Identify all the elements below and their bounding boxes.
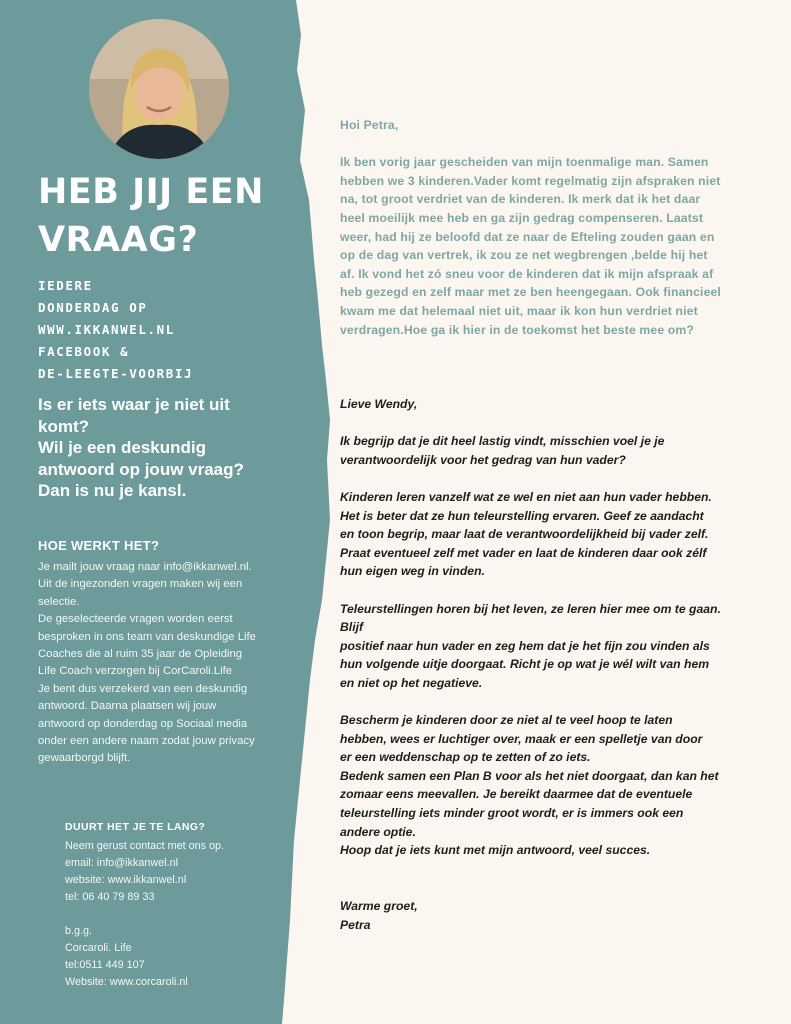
how-it-works-text [38,559,308,768]
contact-phone: tel:0511 449 107 [65,959,145,971]
question-line: op de dag van vertrek, ik zou ze net wegbrengen ,belde hij het [340,248,708,263]
answer-line [340,469,780,488]
contact-phone: tel: 06 40 79 89 33 [65,891,155,903]
answer-line: Het is beter dat ze hun teleurstelling ervaren. Geef ze aandacht [340,508,704,523]
reader-question [340,116,780,339]
avatar [89,19,229,159]
contact-text [65,838,295,991]
answer-line: Blijf [340,620,364,635]
headline-line: VRAAG? [38,220,199,260]
question-line: kwam me dat helemaal niet uit, maar ik kon hun verdriet niet [340,303,698,318]
headline [38,168,298,264]
contact-website[interactable]: website: www.ikkanwel.nl [65,874,187,886]
answer-line: zomaar eens meevallen. Je bereikt daarmee dat de eventuele [340,787,693,802]
question-line: heb gezegd en zelf maar met ze ben heengegaan. Ook financieel [340,285,721,300]
answer-line: en toon begrip, maar laat de verantwoordelijkheid bij vader zelf. [340,527,709,542]
answer-line: hun volgende uitje doorgaat. Richt je op wat je wél wilt van hem [340,657,710,672]
how-line: De geselecteerde vragen worden eerst [38,613,233,626]
how-line: Je mailt jouw vraag naar info@ikkanwel.nl. [38,561,252,573]
contact-email[interactable]: email: info@ikkanwel.nl [65,857,178,869]
question-line: Ik ben vorig jaar gescheiden van mijn toenmalige man. Samen [340,155,709,170]
how-line: onder een andere naam zodat jouw privacy [38,735,255,748]
pitch-line: Wil je een deskundig [38,438,206,457]
answer-line [340,860,780,879]
question-line: hebben we 3 kinderen.Vader komt regelmatig zijn afspraken niet [340,173,721,188]
answer-line: Ik begrijp dat je dit heel lastig vindt, misschien voel je je [340,434,665,449]
how-line: Uit de ingezonden vragen maken wij een [38,578,243,591]
how-line: antwoord op donderdag op Sociaal media [38,717,248,730]
channel-line: FACEBOOK & [38,344,130,359]
answer-line: hebben, wees er luchtiger over, maak er een spelletje van door [340,731,703,746]
question-line: heel moeilijk mee heb en ga zijn gedrag compenseren. Laatst [340,210,704,225]
answer-line: en niet op het negatieve. [340,675,483,690]
answer-line: andere optie. [340,824,416,839]
question-line: weer, had hij ze beloofd dat ze naar de Efteling zouden gaan en [340,229,715,244]
sidebar [0,0,340,1024]
question-line: na, tot groot verdriet van de kinderen. Ik merk dat ik het daar [340,192,701,207]
how-line: selectie. [38,595,80,608]
answer-line: Petra [340,917,371,932]
contact-line: Neem gerust contact met ons op. [65,840,225,852]
answer-line: Kinderen leren vanzelf wat ze wel en niet aan hun vader hebben. [340,489,712,504]
question-line: af. Ik vond het zó sneu voor de kinderen dat ik mijn afspraak af [340,266,714,281]
answer-line: Hoop dat je iets kunt met mijn antwoord, veel succes. [340,843,651,858]
pitch-line: komt? [38,416,89,436]
how-line: Coaches die al ruim 35 jaar de Opleiding [38,648,243,661]
answer-line: Warme groet, [340,899,418,914]
answer-line [340,693,780,712]
channel-line: DONDERDAG OP [38,300,148,315]
question-line: verdragen.Hoe ga ik hier in de toekomst het beste mee om? [340,322,694,337]
answer-line: Bedenk samen een Plan B voor als het niet doorgaat, dan kan het [340,768,719,783]
how-line: antwoord. Daarna plaatsen wij jouw [38,700,217,713]
answer-line: Teleurstellingen horen bij het leven, ze leren hier mee om te gaan. [340,601,721,616]
contact-website[interactable]: Website: www.corcaroli.nl [65,976,188,988]
how-line: Life Coach verzorgen bij CorCaroli.Life [38,665,233,678]
portrait-image [89,19,229,159]
question-line: Hoi Petra, [340,118,399,132]
pitch-line: Is er iets waar je niet uit [38,395,230,414]
answer-line: Bescherm je kinderen door ze niet al te veel hoop te laten [340,713,673,728]
headline-line: HEB JIJ EEN [38,172,264,212]
answer-line [340,414,780,433]
answer-line: hun eigen weg in vinden. [340,564,485,579]
pitch-line: antwoord op jouw vraag? [38,459,244,479]
channel-line: WWW.IKKANWEL.NL [38,322,175,337]
answer-line: teleurstelling iets minder groot wordt, er is immers ook een [340,806,684,821]
how-line: Je bent dus verzekerd van een deskundig [38,682,248,695]
answer-line: verantwoordelijk voor het gedrag van hun vader? [340,452,626,467]
answer-line [340,878,780,897]
pitch-line: Dan is nu je kansl. [38,481,187,500]
question-line [340,135,780,154]
how-line: gewaarborgd blijft. [38,752,131,765]
contact-title: DUURT HET JE TE LANG? [65,821,206,833]
channel-line: IEDERE [38,278,93,293]
answer-line: Praat eventueel zelf met vader en laat de kinderen daar ook zélf [340,545,707,560]
pitch-text [38,394,298,502]
answer-line: er een weddenschap op te zetten of zo iets. [340,750,591,765]
answer-line: positief naar hun vader en zeg hem dat je het fijn zou vinden als [340,638,710,653]
how-it-works-title: HOE WERKT HET? [38,538,160,553]
how-line: besproken in ons team van deskundige Life [38,630,256,643]
coach-answer [340,395,780,934]
answer-line: Lieve Wendy, [340,397,418,411]
contact-spacer [65,906,295,923]
contact-line: Corcaroli. Life [65,942,132,954]
answer-line [340,581,780,600]
channel-line: DE-LEEGTE-VOORBIJ [38,366,194,381]
contact-line: b.g.g. [65,925,93,937]
channels-list [38,275,308,385]
